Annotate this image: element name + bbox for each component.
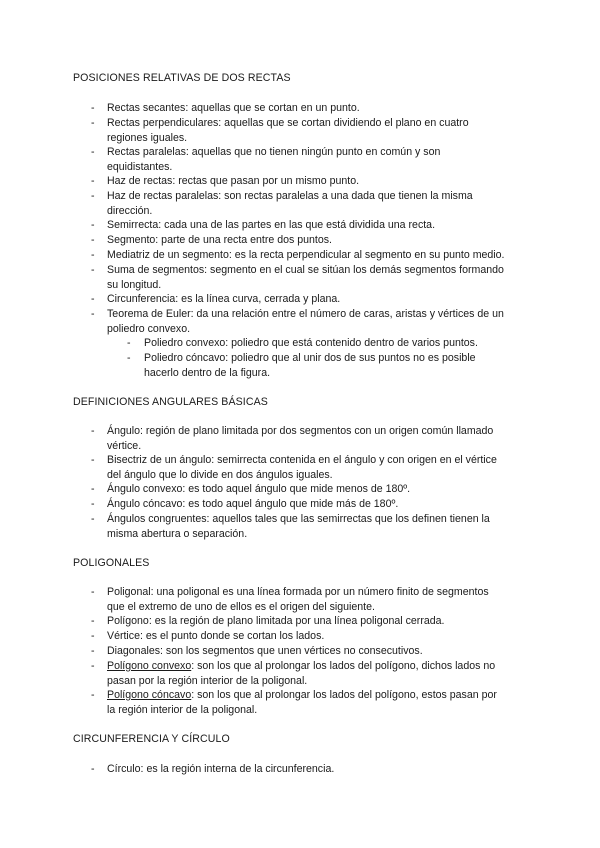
list-item: - Ángulo cóncavo: es todo aquel ángulo que mide más de 180º.	[91, 498, 399, 510]
list-item: - Circunferencia: es la línea curva, cerrada y plana.	[91, 293, 341, 305]
list-item: - Bisectriz de un ángulo: semirrecta contenida en el ángulo y con origen en el vértice del ángulo que lo divide en dos ángulos iguales.	[91, 454, 497, 481]
list-item: - Semirrecta: cada una de las partes en las que está dividida una recta.	[91, 219, 436, 231]
list-item: - Rectas secantes: aquellas que se cortan en un punto.	[91, 102, 360, 114]
list-item: - Mediatriz de un segmento: es la recta perpendicular al segmento en su punto medio.	[91, 249, 505, 261]
list-item: - Ángulos congruentes: aquellos tales que las semirrectas que los definen tienen la misma abertura o separación.	[91, 513, 490, 540]
list-item: - Ángulo: región de plano limitada por dos segmentos con un origen común llamado vértice.	[91, 425, 494, 452]
list-item: - Ángulo convexo: es todo aquel ángulo que mide menos de 180º.	[91, 483, 411, 495]
section-title: POLIGONALES	[73, 557, 150, 569]
sub-list-item: - Poliedro cóncavo: poliedro que al unir dos de sus puntos no es posible hacerlo dentro de la figura.	[127, 352, 476, 379]
list-item: - Rectas perpendiculares: aquellas que se cortan dividiendo el plano en cuatro regiones iguales.	[91, 117, 469, 144]
list-item: - Polígono: es la región de plano limitada por una línea poligonal cerrada.	[91, 615, 445, 627]
section-title: DEFINICIONES ANGULARES BÁSICAS	[73, 396, 268, 408]
list-item: - Teorema de Euler: da una relación entre el número de caras, aristas y vértices de un poliedro convexo.	[91, 308, 504, 335]
list-item: - Vértice: es el punto donde se cortan los lados.	[91, 630, 325, 642]
list-item: - Polígono convexo: son los que al prolongar los lados del polígono, dichos lados no pasan por la región interior de la poligonal.	[91, 660, 496, 687]
list-item: - Poligonal: una poligonal es una línea formada por un número finito de segmentos que el extremo de uno de ellos es el origen del siguiente.	[91, 586, 489, 613]
list-item: - Diagonales: son los segmentos que unen vértices no consecutivos.	[91, 645, 423, 657]
list-item: - Suma de segmentos: segmento en el cual se sitúan los demás segmentos formando su longitud.	[91, 264, 504, 291]
list-item: - Haz de rectas: rectas que pasan por un mismo punto.	[91, 175, 360, 187]
list-item: - Círculo: es la región interna de la circunferencia.	[91, 763, 335, 775]
list-item: - Polígono cóncavo: son los que al prolongar los lados del polígono, estos pasan por la región interior de la poligonal.	[91, 689, 497, 716]
list-item: - Rectas paralelas: aquellas que no tienen ningún punto en común y son equidistantes.	[91, 146, 441, 173]
term-polygon-concave: Polígono cóncavo	[107, 689, 192, 701]
list-item: - Haz de rectas paralelas: son rectas paralelas a una dada que tienen la misma dirección.	[91, 190, 473, 217]
section-title: CIRCUNFERENCIA Y CÍRCULO	[73, 733, 230, 745]
sub-list-item: - Poliedro convexo: poliedro que está contenido dentro de varios puntos.	[127, 337, 478, 349]
section-title: POSICIONES RELATIVAS DE DOS RECTAS	[73, 72, 291, 84]
list-item: - Segmento: parte de una recta entre dos puntos.	[91, 234, 332, 246]
term-polygon-convex: Polígono convexo	[107, 660, 192, 672]
